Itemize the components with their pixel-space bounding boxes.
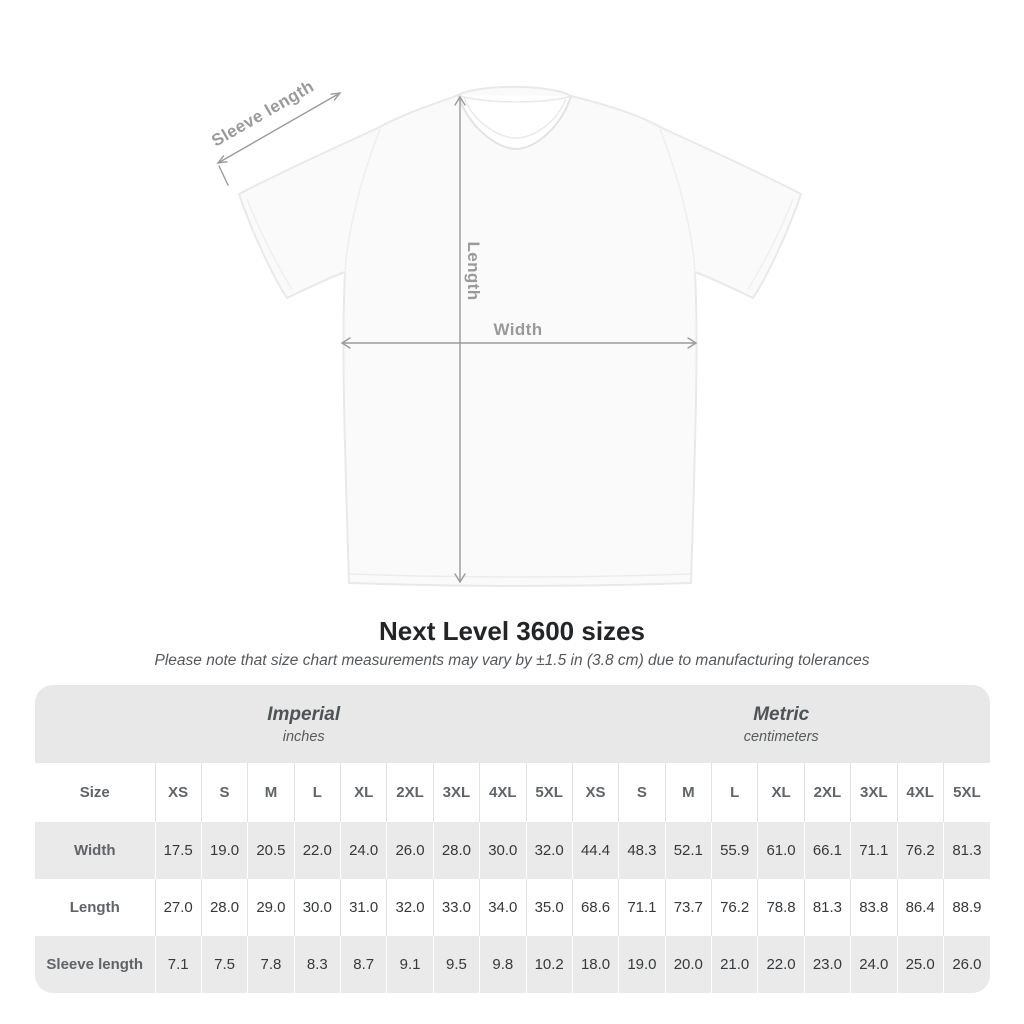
size-header: M <box>665 763 711 822</box>
measurement-value: 8.7 <box>341 936 387 993</box>
size-table-card <box>35 685 990 993</box>
size-row <box>35 763 990 822</box>
size-header: S <box>201 763 247 822</box>
measurement-value: 31.0 <box>341 879 387 936</box>
size-header: XL <box>341 763 387 822</box>
unit-group-metric <box>572 685 990 763</box>
width-label: Width <box>493 320 543 339</box>
measurement-value: 7.1 <box>155 936 201 993</box>
measurement-value: 9.1 <box>387 936 433 993</box>
measurement-row <box>35 879 990 936</box>
size-header: 2XL <box>387 763 433 822</box>
imperial-group-label: Imperial <box>267 703 341 725</box>
measurement-value: 86.4 <box>897 879 943 936</box>
sleeve-length-label: Sleeve length <box>208 76 318 151</box>
size-header: 4XL <box>480 763 526 822</box>
size-header: S <box>619 763 665 822</box>
size-table <box>35 685 990 993</box>
size-header: 4XL <box>897 763 943 822</box>
measurement-value: 52.1 <box>665 822 711 879</box>
row-label: Length <box>35 879 155 936</box>
measurement-value: 20.5 <box>248 822 294 879</box>
size-header: XS <box>155 763 201 822</box>
measurement-value: 68.6 <box>572 879 618 936</box>
size-header: L <box>712 763 758 822</box>
measurement-value: 20.0 <box>665 936 711 993</box>
measurement-value: 9.8 <box>480 936 526 993</box>
size-header: 5XL <box>526 763 572 822</box>
measurement-value: 55.9 <box>712 822 758 879</box>
size-header: 3XL <box>433 763 479 822</box>
measurement-value: 23.0 <box>804 936 850 993</box>
measurement-value: 76.2 <box>712 879 758 936</box>
measurement-value: 9.5 <box>433 936 479 993</box>
measurement-value: 71.1 <box>851 822 897 879</box>
measurement-value: 81.3 <box>804 879 850 936</box>
measurement-value: 71.1 <box>619 879 665 936</box>
tolerance-note: Please note that size chart measurements may vary by ±1.5 in (3.8 cm) due to manufacturing tolerances <box>154 652 870 669</box>
measurement-value: 88.9 <box>943 879 990 936</box>
length-label: Length <box>464 241 483 301</box>
metric-group-label: Metric <box>753 703 810 725</box>
size-header: XS <box>572 763 618 822</box>
measurement-value: 44.4 <box>572 822 618 879</box>
unit-header-row <box>35 685 990 763</box>
measurement-value: 7.5 <box>201 936 247 993</box>
measurement-value: 30.0 <box>480 822 526 879</box>
measurement-value: 32.0 <box>526 822 572 879</box>
measurement-value: 19.0 <box>619 936 665 993</box>
measurement-value: 24.0 <box>341 822 387 879</box>
size-chart-title: Next Level 3600 sizes <box>379 616 645 646</box>
measurement-value: 76.2 <box>897 822 943 879</box>
measurement-value: 10.2 <box>526 936 572 993</box>
size-header: 2XL <box>804 763 850 822</box>
measurement-value: 73.7 <box>665 879 711 936</box>
size-header: L <box>294 763 340 822</box>
imperial-group-unit: inches <box>282 728 325 745</box>
measurement-value: 30.0 <box>294 879 340 936</box>
measurement-value: 25.0 <box>897 936 943 993</box>
measurement-value: 66.1 <box>804 822 850 879</box>
measurement-value: 61.0 <box>758 822 804 879</box>
size-header: XL <box>758 763 804 822</box>
measurement-value: 22.0 <box>758 936 804 993</box>
measurement-value: 83.8 <box>851 879 897 936</box>
size-header: M <box>248 763 294 822</box>
measurement-value: 26.0 <box>943 936 990 993</box>
measurement-value: 26.0 <box>387 822 433 879</box>
measurement-value: 28.0 <box>201 879 247 936</box>
measurement-value: 81.3 <box>943 822 990 879</box>
size-header: 3XL <box>851 763 897 822</box>
unit-group-imperial <box>35 685 572 763</box>
measurement-value: 22.0 <box>294 822 340 879</box>
measurement-value: 29.0 <box>248 879 294 936</box>
measurement-value: 17.5 <box>155 822 201 879</box>
measurement-value: 78.8 <box>758 879 804 936</box>
measurement-value: 48.3 <box>619 822 665 879</box>
metric-group-unit: centimeters <box>743 728 819 745</box>
measurement-value: 24.0 <box>851 936 897 993</box>
row-label: Sleeve length <box>35 936 155 993</box>
measurement-value: 34.0 <box>480 879 526 936</box>
size-column-header: Size <box>35 763 155 822</box>
measurement-value: 35.0 <box>526 879 572 936</box>
measurement-row <box>35 936 990 993</box>
measurement-value: 8.3 <box>294 936 340 993</box>
measurement-value: 7.8 <box>248 936 294 993</box>
measurement-value: 33.0 <box>433 879 479 936</box>
row-label: Width <box>35 822 155 879</box>
measurement-value: 28.0 <box>433 822 479 879</box>
measurement-row <box>35 822 990 879</box>
measurement-value: 18.0 <box>572 936 618 993</box>
measurement-value: 19.0 <box>201 822 247 879</box>
measurement-value: 27.0 <box>155 879 201 936</box>
measurement-value: 21.0 <box>712 936 758 993</box>
size-header: 5XL <box>943 763 990 822</box>
table-body <box>35 822 990 993</box>
measurement-value: 32.0 <box>387 879 433 936</box>
